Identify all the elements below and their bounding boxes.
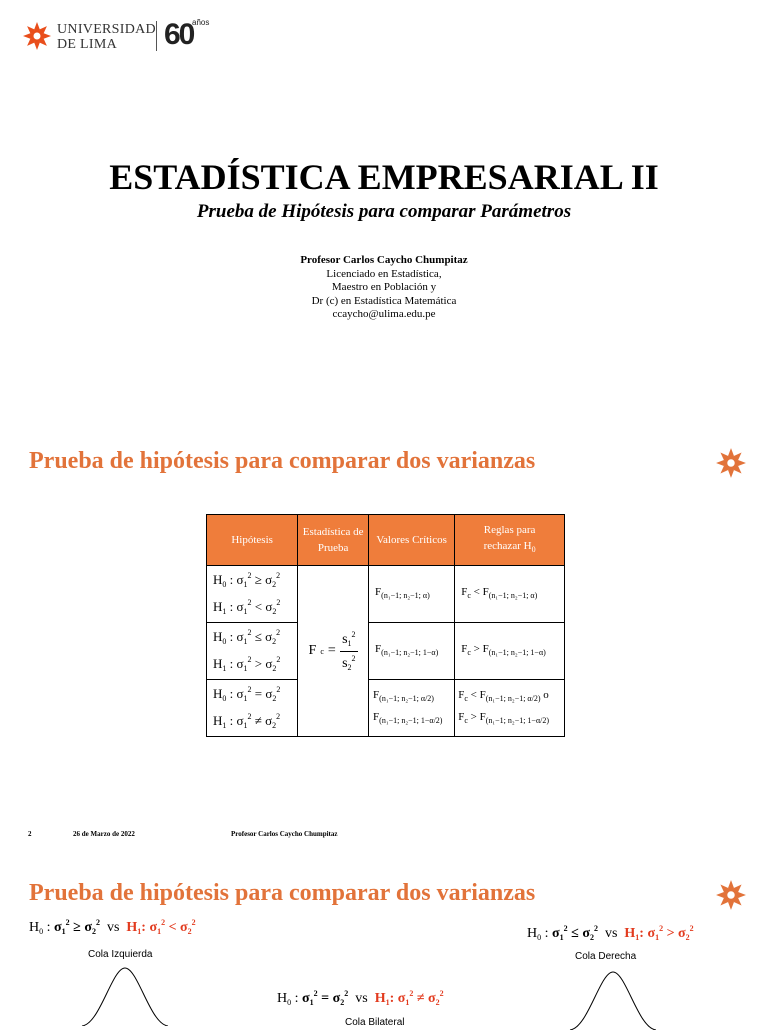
variance-test-table — [206, 514, 565, 737]
rejection-rule-cell: $F_c < F_{(n_1-1; n_2-1; \alpha/2)}$ o $F_c > F_{(n_1-1; n_2-1; 1-\alpha/2)}$ — [455, 680, 565, 737]
hypothesis-cell: $H_0$ : $\sigma_1^2 = \sigma_2^2$ $H_1$ : $\sigma_1^2 \ne \sigma_2^2$ — [207, 680, 298, 737]
right-tail-curve — [568, 970, 658, 1030]
professor-name: Profesor Carlos Caycho Chumpitaz — [300, 254, 468, 266]
anniversary-suffix: años — [192, 18, 210, 27]
logo-line-1: UNIVERSIDAD — [57, 22, 156, 37]
header-test-statistic: Estadística de Prueba — [298, 515, 369, 566]
ulima-star-icon — [715, 447, 747, 479]
header-hypothesis: Hipótesis — [207, 515, 298, 566]
hypothesis-cell: $H_0$ : $\sigma_1^2 \ge \sigma_2^2$ $H_1$ : $\sigma_1^2 < \sigma_2^2$ — [207, 566, 298, 623]
left-tail-curve — [80, 966, 170, 1026]
critical-value-cell: $F_{(n_1-1; n_2-1; 1-\alpha)}$ — [369, 623, 455, 680]
footer-author: Profesor Carlos Caycho Chumpitaz — [231, 830, 338, 838]
left-tail-label: Cola Izquierda — [88, 949, 153, 960]
slide3-title: Prueba de hipótesis para comparar dos varianzas — [29, 880, 536, 906]
slide2-title: Prueba de hipótesis para comparar dos varianzas — [29, 448, 536, 474]
test-statistic-cell: F c = $s_1^2$ $s_2^2$ — [298, 566, 369, 737]
credential-line: Maestro en Población y — [331, 281, 437, 293]
rejection-rule-cell: $F_c < F_{(n_1-1; n_2-1; \alpha)}$ — [455, 566, 565, 623]
course-title: ESTADÍSTICA EMPRESARIAL II — [109, 157, 659, 197]
rejection-rule-cell: $F_c > F_{(n_1-1; n_2-1; 1-\alpha)}$ — [455, 623, 565, 680]
ulima-star-icon — [715, 879, 747, 911]
page-number: 2 — [28, 830, 32, 838]
critical-value-cell: $F_{(n_1-1; n_2-1; \alpha/2)}$ $F_{(n_1-1; n_2-1; 1-\alpha/2)}$ — [369, 680, 455, 737]
header-critical-values: Valores Críticos — [369, 515, 455, 566]
course-subtitle: Prueba de Hipótesis para comparar Parámetros — [196, 201, 572, 222]
left-tail-hypotheses: $H_0$ : $\sigma_1^2 \ge \sigma_2^2$ vs $H_1$: $\sigma_1^2 < \sigma_2^2$ — [29, 918, 196, 936]
logo-divider — [156, 21, 157, 51]
professor-email: ccaycho@ulima.edu.pe — [332, 308, 436, 320]
hypothesis-cell: $H_0$ : $\sigma_1^2 \le \sigma_2^2$ $H_1$ : $\sigma_1^2 > \sigma_2^2$ — [207, 623, 298, 680]
ulima-star-icon — [22, 21, 52, 51]
table-row — [207, 680, 565, 737]
two-tail-hypotheses: $H_0$ : $\sigma_1^2 = \sigma_2^2$ vs $H_1$: $\sigma_1^2 \ne \sigma_2^2$ — [277, 989, 444, 1007]
critical-value-cell: $F_{(n_1-1; n_2-1; \alpha)}$ — [369, 566, 455, 623]
right-tail-label: Cola Derecha — [575, 951, 637, 962]
two-tail-label: Cola Bilateral — [345, 1017, 405, 1028]
credential-line: Licenciado en Estadística, — [326, 267, 442, 280]
footer-date: 26 de Marzo de 2022 — [73, 830, 135, 838]
table-row — [207, 623, 565, 680]
credential-line: Dr (c) en Estadística Matemática — [311, 294, 457, 307]
logo-line-2: DE LIMA — [57, 37, 118, 52]
university-logo — [22, 18, 212, 54]
table-row — [207, 566, 565, 623]
professor-block — [0, 254, 768, 322]
header-rejection-rules: Reglas para rechazar $H_0$ — [455, 515, 565, 566]
right-tail-hypotheses: $H_0$ : $\sigma_1^2 \le \sigma_2^2$ vs $H_1$: $\sigma_1^2 > \sigma_2^2$ — [527, 924, 694, 942]
anniversary-number: 60 — [164, 18, 194, 51]
